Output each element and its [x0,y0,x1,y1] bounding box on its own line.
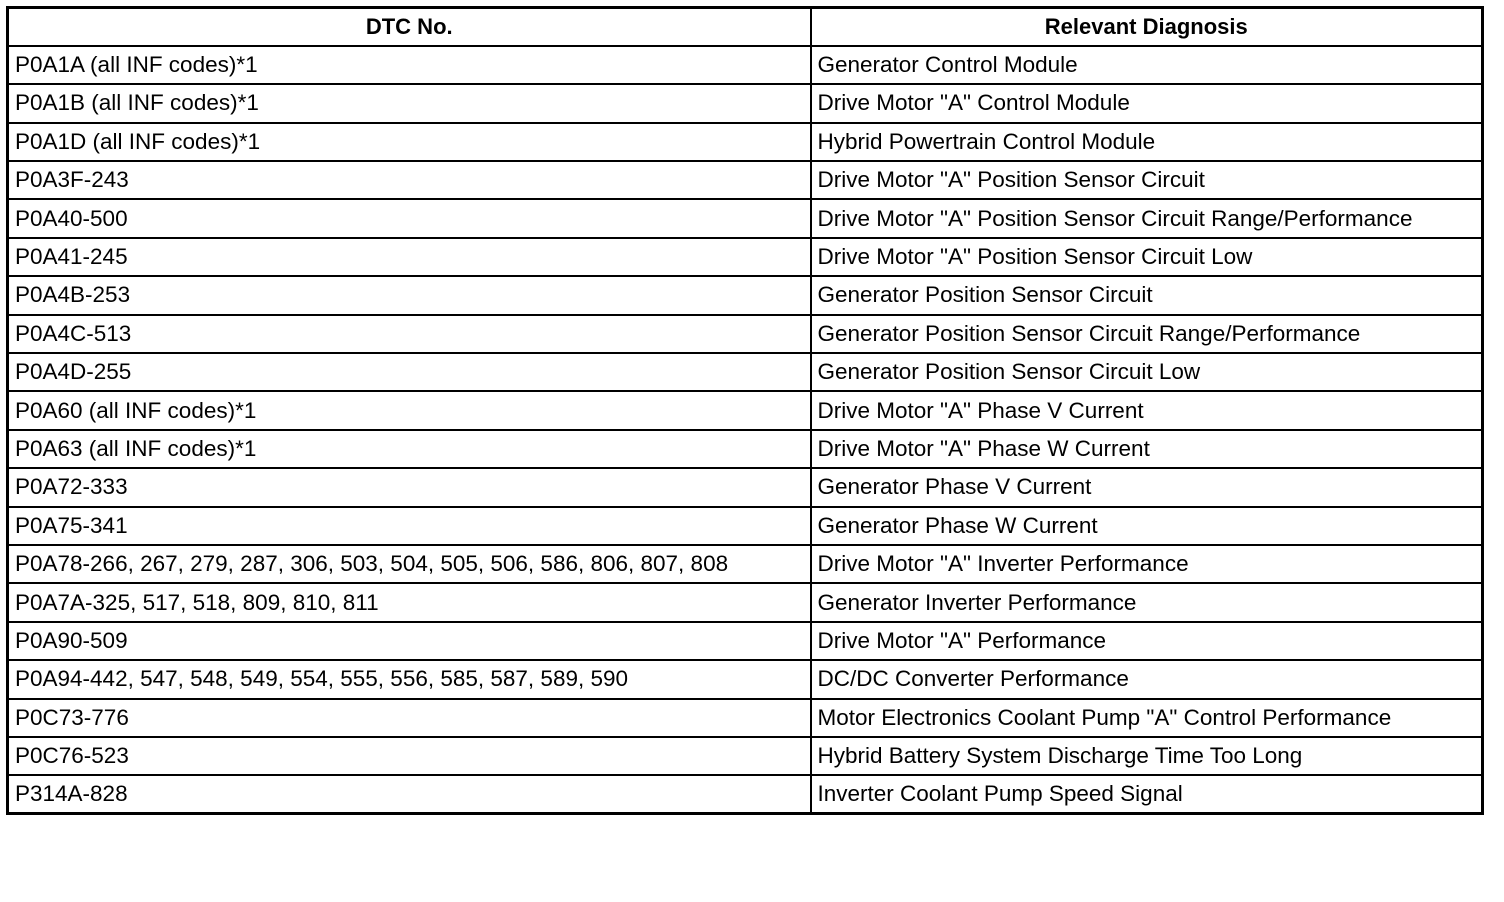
table-row [8,660,1483,698]
dtc-cell: P314A-828 [8,775,811,813]
dtc-cell: P0A4D-255 [8,353,811,391]
dtc-cell: P0A41-245 [8,238,811,276]
diagnosis-cell: Hybrid Powertrain Control Module [811,123,1483,161]
diagnosis-cell: Generator Position Sensor Circuit [811,276,1483,314]
diagnosis-cell: Inverter Coolant Pump Speed Signal [811,775,1483,813]
column-header-diagnosis: Relevant Diagnosis [811,8,1483,46]
diagnosis-cell: Drive Motor "A" Control Module [811,84,1483,122]
table-row [8,161,1483,199]
dtc-cell: P0A3F-243 [8,161,811,199]
dtc-cell: P0A1D (all INF codes)*1 [8,123,811,161]
dtc-cell: P0A72-333 [8,468,811,506]
table-row [8,430,1483,468]
table-row [8,737,1483,775]
diagnosis-cell: Hybrid Battery System Discharge Time Too Long [811,737,1483,775]
dtc-cell: P0A63 (all INF codes)*1 [8,430,811,468]
diagnosis-cell: Drive Motor "A" Position Sensor Circuit Low [811,238,1483,276]
dtc-cell: P0A4C-513 [8,315,811,353]
table-row [8,123,1483,161]
table-row [8,775,1483,813]
dtc-cell: P0A1B (all INF codes)*1 [8,84,811,122]
column-header-dtc: DTC No. [8,8,811,46]
diagnosis-cell: Drive Motor "A" Inverter Performance [811,545,1483,583]
table-row [8,583,1483,621]
diagnosis-cell: DC/DC Converter Performance [811,660,1483,698]
diagnosis-cell: Generator Phase W Current [811,507,1483,545]
table-row [8,238,1483,276]
diagnosis-cell: Generator Control Module [811,46,1483,84]
table-row [8,622,1483,660]
dtc-cell: P0A4B-253 [8,276,811,314]
table-row [8,391,1483,429]
diagnosis-cell: Drive Motor "A" Performance [811,622,1483,660]
diagnosis-cell: Generator Inverter Performance [811,583,1483,621]
dtc-cell: P0C76-523 [8,737,811,775]
dtc-cell: P0A7A-325, 517, 518, 809, 810, 811 [8,583,811,621]
diagnosis-cell: Motor Electronics Coolant Pump "A" Control Performance [811,699,1483,737]
diagnosis-cell: Generator Phase V Current [811,468,1483,506]
table-row [8,315,1483,353]
table-row [8,84,1483,122]
table-row [8,199,1483,237]
diagnosis-cell: Drive Motor "A" Position Sensor Circuit Range/Performance [811,199,1483,237]
dtc-cell: P0A1A (all INF codes)*1 [8,46,811,84]
table-row [8,699,1483,737]
table-row [8,353,1483,391]
dtc-cell: P0A78-266, 267, 279, 287, 306, 503, 504, 505, 506, 586, 806, 807, 808 [8,545,811,583]
dtc-diagnosis-table [6,6,1484,815]
diagnosis-cell: Generator Position Sensor Circuit Range/Performance [811,315,1483,353]
diagnosis-cell: Drive Motor "A" Position Sensor Circuit [811,161,1483,199]
dtc-cell: P0C73-776 [8,699,811,737]
table-row [8,507,1483,545]
dtc-table-container [6,6,1481,815]
diagnosis-cell: Drive Motor "A" Phase W Current [811,430,1483,468]
dtc-cell: P0A90-509 [8,622,811,660]
dtc-cell: P0A60 (all INF codes)*1 [8,391,811,429]
table-row [8,545,1483,583]
dtc-cell: P0A75-341 [8,507,811,545]
table-row [8,468,1483,506]
diagnosis-cell: Generator Position Sensor Circuit Low [811,353,1483,391]
table-header-row [8,8,1483,46]
table-row [8,46,1483,84]
dtc-cell: P0A40-500 [8,199,811,237]
diagnosis-cell: Drive Motor "A" Phase V Current [811,391,1483,429]
table-row [8,276,1483,314]
dtc-cell: P0A94-442, 547, 548, 549, 554, 555, 556, 585, 587, 589, 590 [8,660,811,698]
